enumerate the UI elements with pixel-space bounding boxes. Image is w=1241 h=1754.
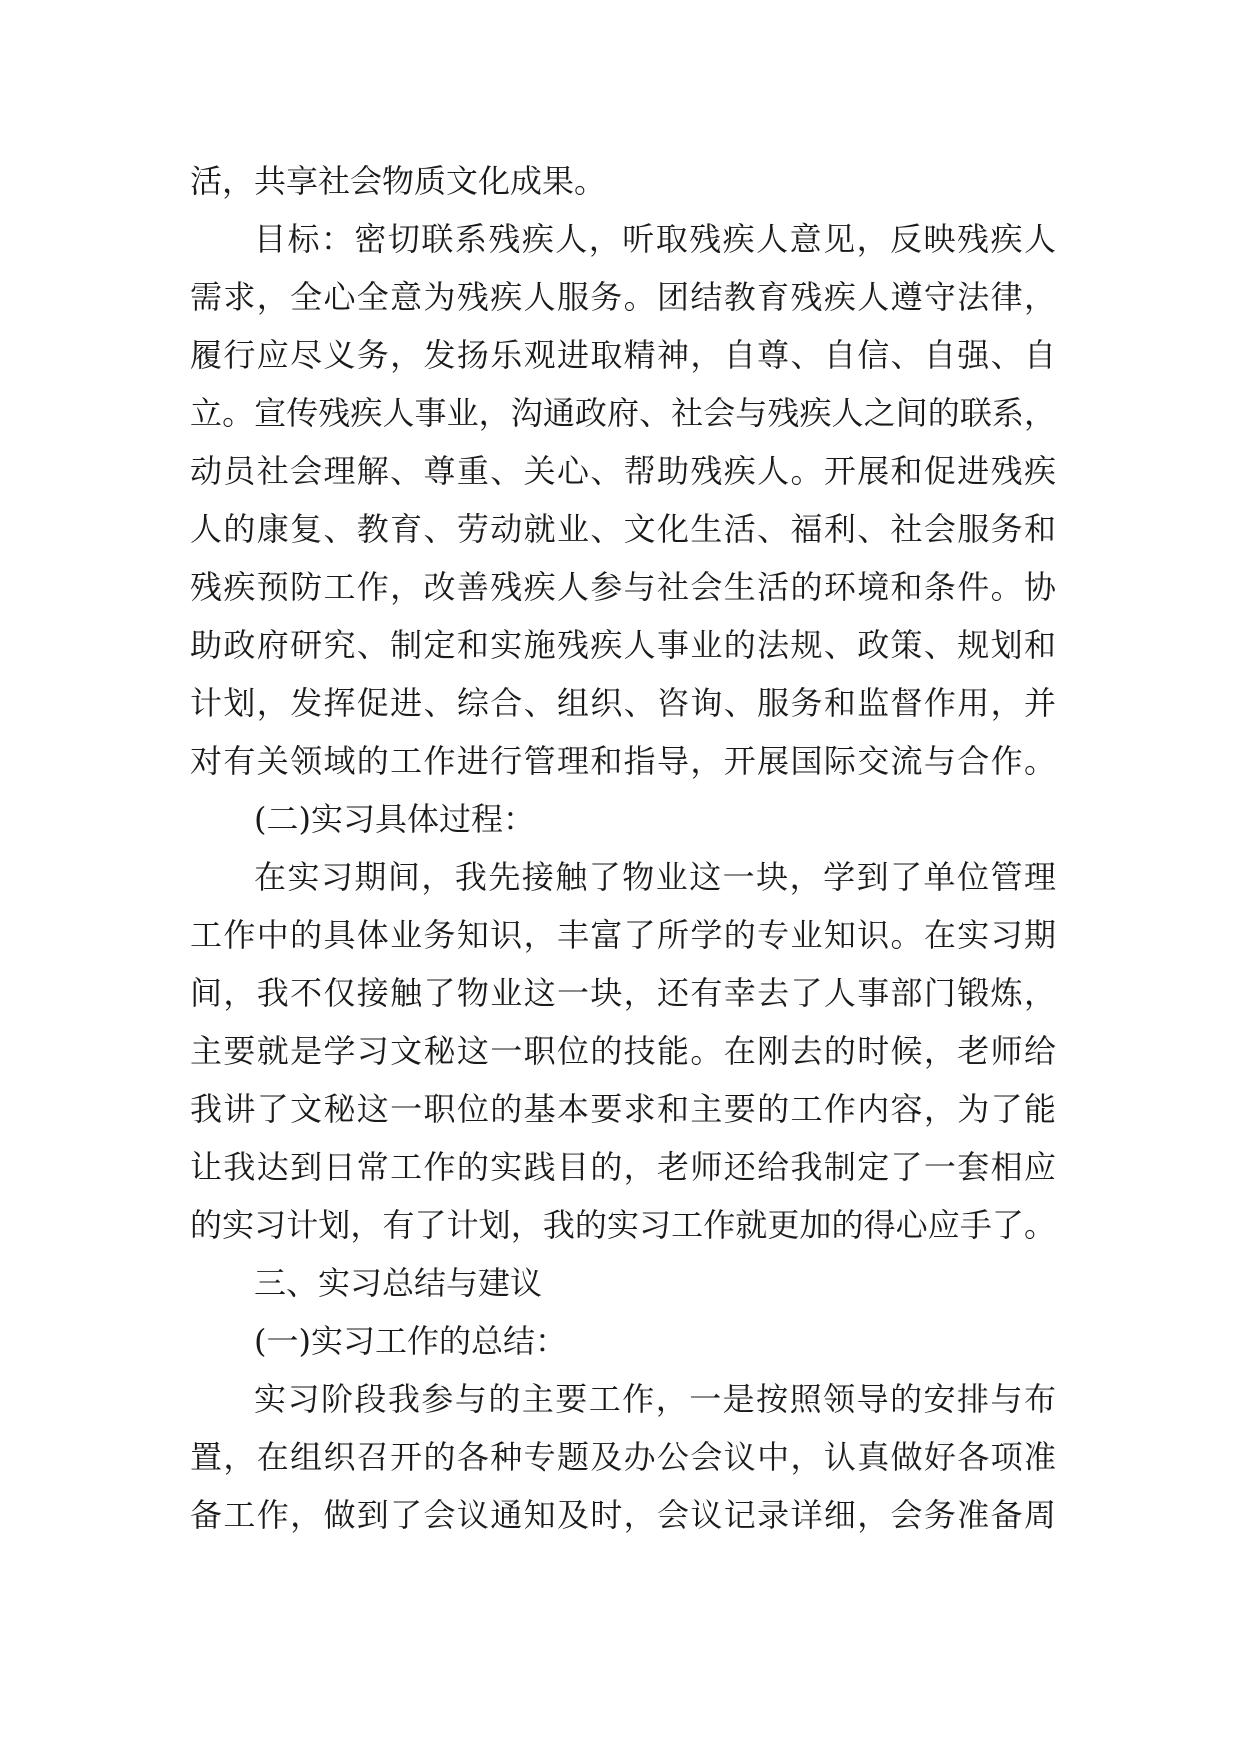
text-line: 我讲了文秘这一职位的基本要求和主要的工作内容，为了能 <box>190 1090 1056 1128</box>
text-line: 间，我不仅接触了物业这一块，还有幸去了人事部门锻炼， <box>190 974 1056 1012</box>
text-line: 让我达到日常工作的实践目的，老师还给我制定了一套相应 <box>190 1148 1056 1186</box>
text-line: 备工作，做到了会议通知及时，会议记录详细，会务准备周 <box>190 1496 1056 1534</box>
text-line: 在实习期间，我先接触了物业这一块，学到了单位管理 <box>254 858 1056 896</box>
text-line: 履行应尽义务，发扬乐观进取精神，自尊、自信、自强、自 <box>190 336 1056 374</box>
text-line: 的实习计划，有了计划，我的实习工作就更加的得心应手了。 <box>190 1206 1056 1244</box>
text-line: 工作中的具体业务知识，丰富了所学的专业知识。在实习期 <box>190 916 1056 954</box>
text-line: (二)实习具体过程： <box>254 800 535 838</box>
text-line: 对有关领域的工作进行管理和指导，开展国际交流与合作。 <box>190 742 1056 780</box>
text-line: 助政府研究、制定和实施残疾人事业的法规、政策、规划和 <box>190 626 1056 664</box>
text-line: 置，在组织召开的各种专题及办公会议中，认真做好各项准 <box>190 1438 1056 1476</box>
text-line: 动员社会理解、尊重、关心、帮助残疾人。开展和促进残疾 <box>190 452 1056 490</box>
text-line: 目标：密切联系残疾人，听取残疾人意见，反映残疾人 <box>254 220 1056 258</box>
text-line: 实习阶段我参与的主要工作，一是按照领导的安排与布 <box>254 1380 1056 1418</box>
text-line: 需求，全心全意为残疾人服务。团结教育残疾人遵守法律， <box>190 278 1056 316</box>
text-line: 立。宣传残疾人事业，沟通政府、社会与残疾人之间的联系， <box>190 394 1056 432</box>
text-line: (一)实习工作的总结： <box>254 1322 567 1360</box>
text-line: 主要就是学习文秘这一职位的技能。在刚去的时候，老师给 <box>190 1032 1056 1070</box>
document-body <box>190 152 1056 1544</box>
text-line: 三、实习总结与建议 <box>254 1264 543 1302</box>
text-line: 活，共享社会物质文化成果。 <box>190 162 607 200</box>
text-line: 计划，发挥促进、综合、组织、咨询、服务和监督作用，并 <box>190 684 1056 722</box>
text-line: 人的康复、教育、劳动就业、文化生活、福利、社会服务和 <box>190 510 1056 548</box>
text-line: 残疾预防工作，改善残疾人参与社会生活的环境和条件。协 <box>190 568 1056 606</box>
